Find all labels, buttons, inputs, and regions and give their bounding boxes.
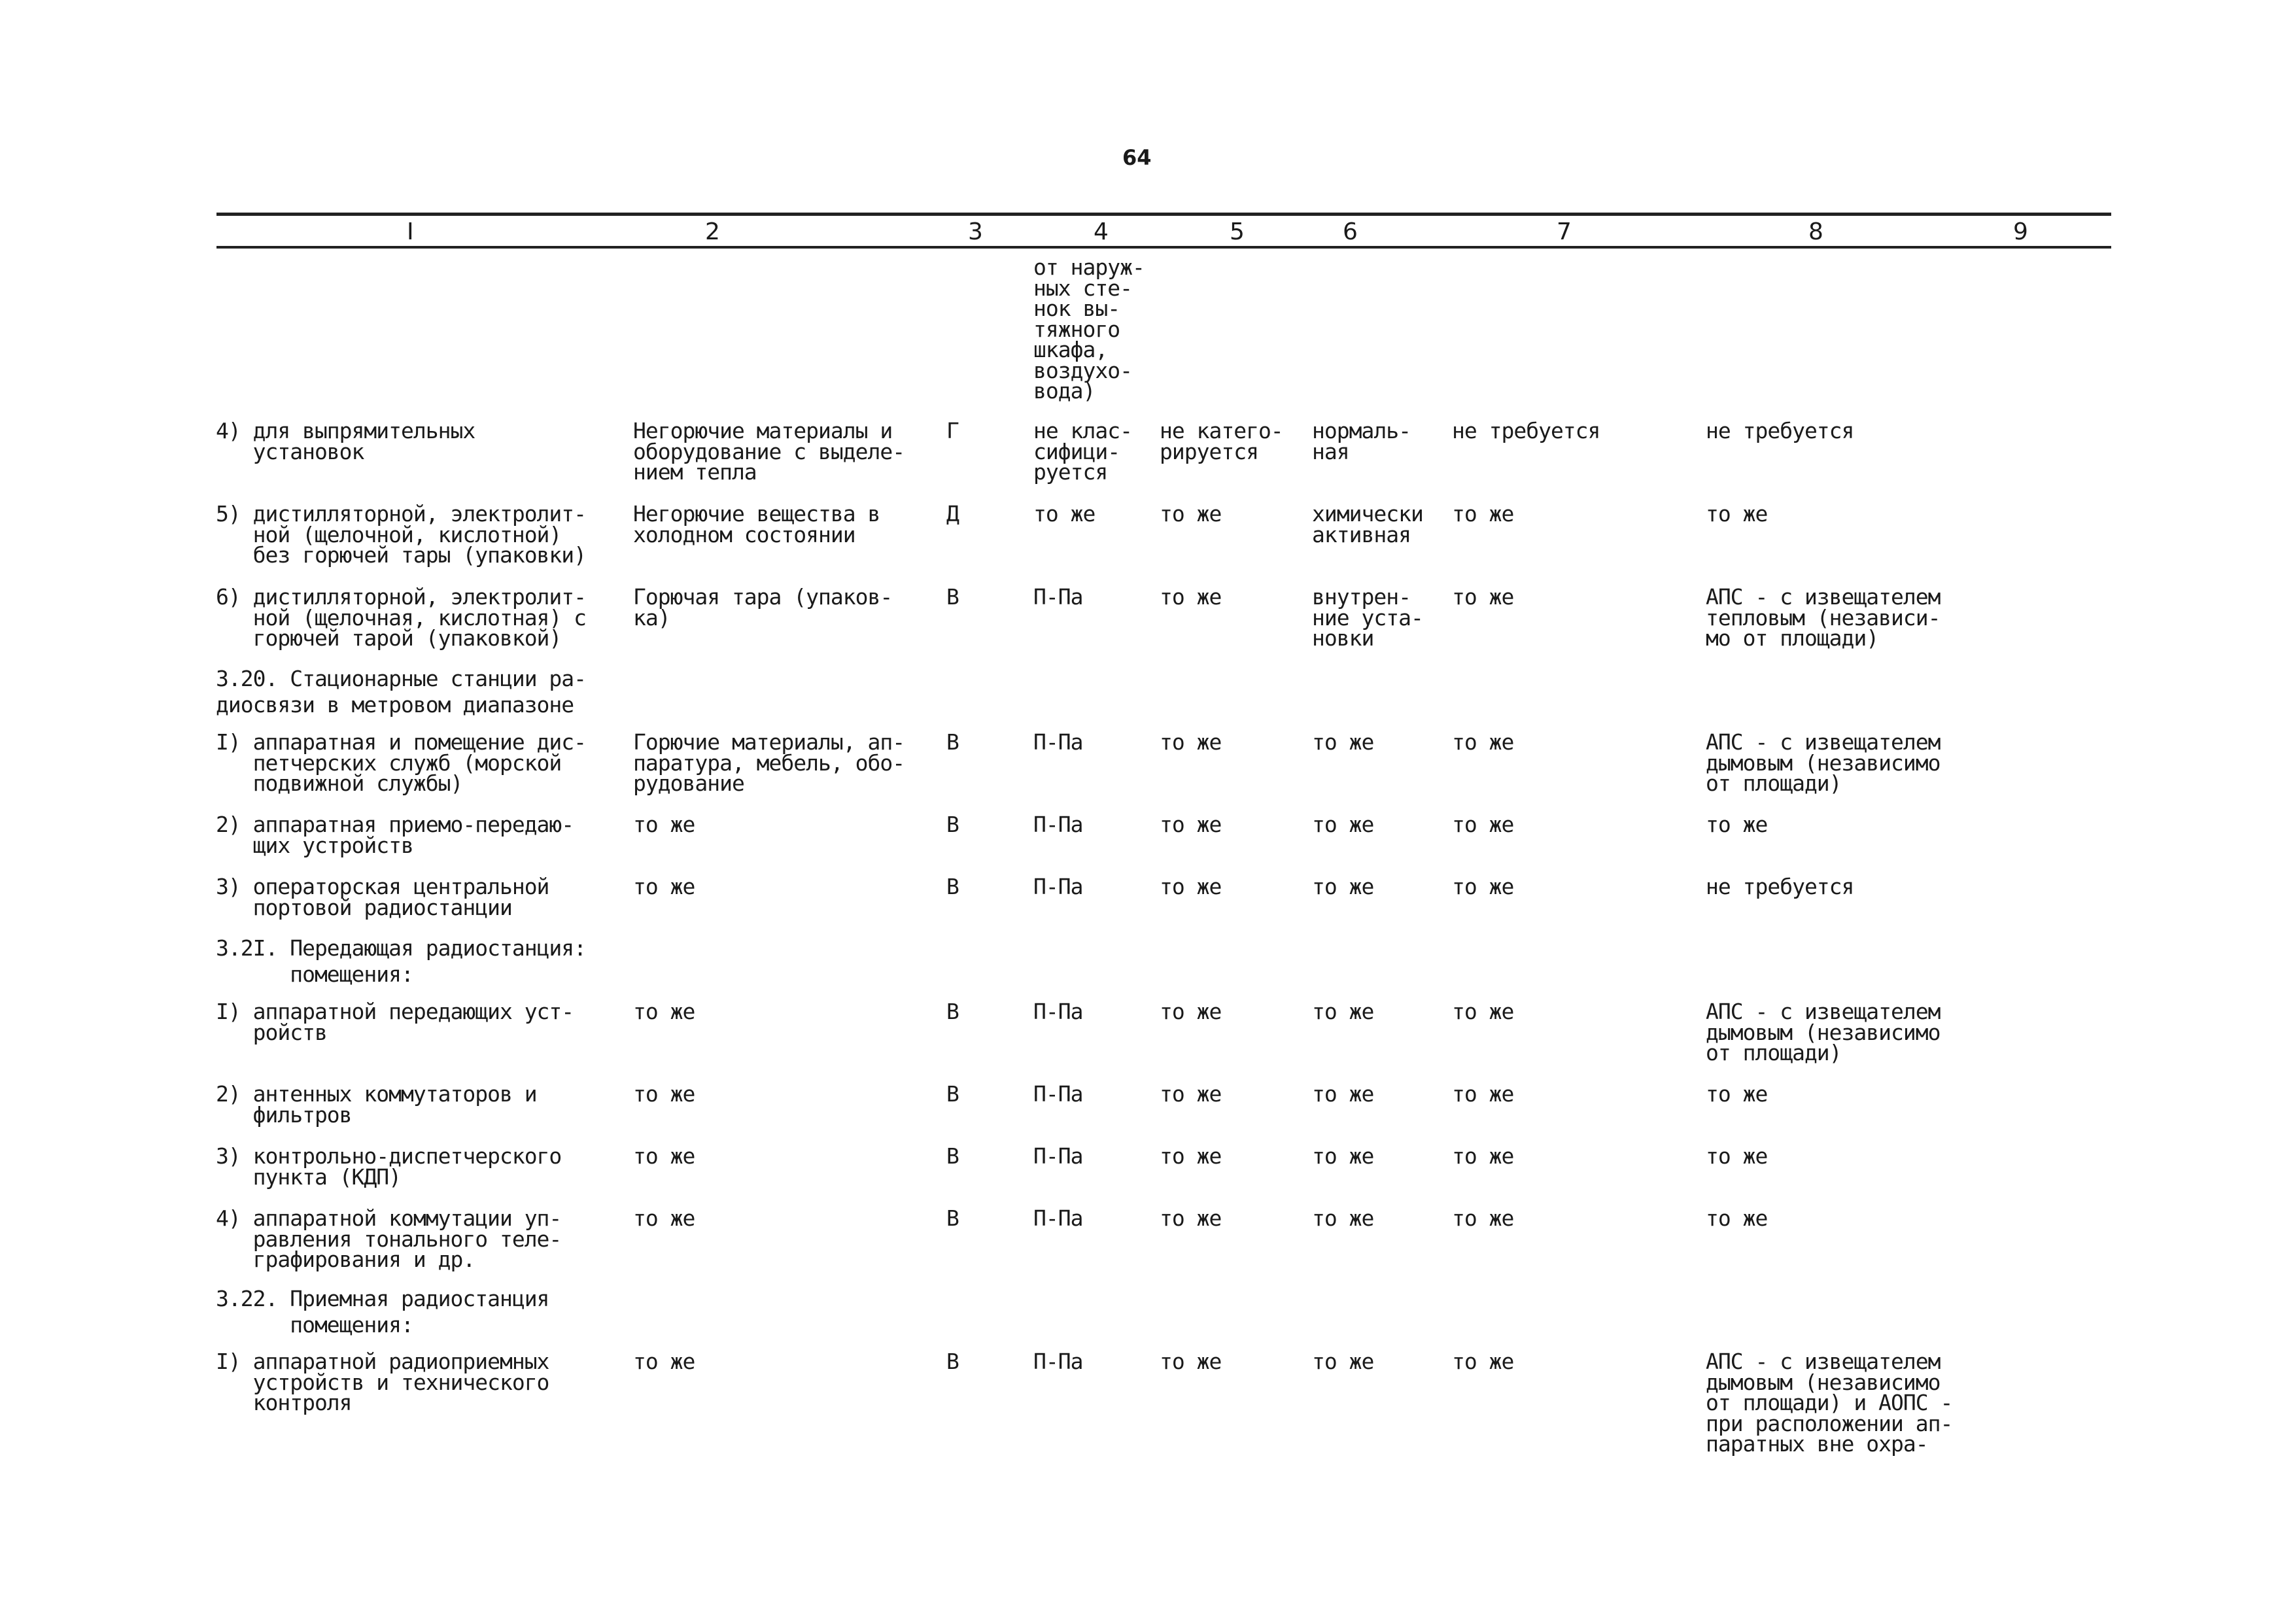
row-10-col-4: П-Па bbox=[1033, 1081, 1083, 1107]
table-top-rule bbox=[216, 213, 2111, 216]
row-1-col-6: нормаль- ная bbox=[1312, 418, 1411, 464]
row-1-col-2: Негорючие материалы и оборудование с выделе- нием тепла bbox=[633, 418, 905, 485]
row-14-col-3: В bbox=[946, 1349, 959, 1374]
row-2-col-8: то же bbox=[1706, 501, 1768, 527]
row-9-col-4: П-Па bbox=[1033, 999, 1083, 1024]
row-2-col-2: Негорючие вещества в холодном состоянии bbox=[633, 501, 880, 547]
row-12-col-7: то же bbox=[1452, 1205, 1514, 1231]
row-3-col-5: то же bbox=[1160, 584, 1222, 610]
header-col-4: 4 bbox=[1094, 218, 1109, 245]
row-12-col-8: то же bbox=[1706, 1205, 1768, 1231]
row-14-col-4: П-Па bbox=[1033, 1349, 1083, 1374]
row-2-col-3: Д bbox=[946, 501, 959, 527]
header-col-9: 9 bbox=[2013, 218, 2028, 245]
row-11-col-4: П-Па bbox=[1033, 1143, 1083, 1169]
row-14-col-2: то же bbox=[633, 1349, 695, 1374]
row-6-col-5: то же bbox=[1160, 812, 1222, 837]
table-header-rule bbox=[216, 246, 2111, 249]
row-11-col-2: то же bbox=[633, 1143, 695, 1169]
row-9-col-8: АПС - с извещателем дымовым (независимо от площади) bbox=[1706, 999, 1941, 1065]
row-12-col-4: П-Па bbox=[1033, 1205, 1083, 1231]
row-2-col-1: 5) дистилляторной, электролит- ной (щелочной, кислотной) без горючей тары (упаковки) bbox=[216, 501, 587, 568]
row-2-col-5: то же bbox=[1160, 501, 1222, 527]
row-11-col-3: В bbox=[946, 1143, 959, 1169]
row-9-col-3: В bbox=[946, 999, 959, 1024]
row-12-col-6: то же bbox=[1312, 1205, 1374, 1231]
row-5-col-1: I) аппаратная и помещение дис- петчерских служб (морской подвижной службы) bbox=[216, 729, 587, 796]
header-col-3: 3 bbox=[968, 218, 983, 245]
row-10-col-7: то же bbox=[1452, 1081, 1514, 1107]
section-heading-3-20: 3.20. Стационарные станции ра- диосвязи в метровом диапазоне bbox=[216, 666, 587, 717]
header-col-6: 6 bbox=[1343, 218, 1358, 245]
row-11-col-8: то же bbox=[1706, 1143, 1768, 1169]
row-11-col-6: то же bbox=[1312, 1143, 1374, 1169]
continued-cell-col-4: от наруж- ных сте- нок вы- тяжного шкафа, воздухо- вода) bbox=[1033, 254, 1145, 404]
row-6-col-8: то же bbox=[1706, 812, 1768, 837]
row-10-col-2: то же bbox=[633, 1081, 695, 1107]
row-14-col-1: I) аппаратной радиоприемных устройств и технического контроля bbox=[216, 1349, 549, 1415]
row-2-col-4: то же bbox=[1033, 501, 1096, 527]
row-1-col-8: не требуется bbox=[1706, 418, 1854, 443]
row-5-col-3: В bbox=[946, 729, 959, 755]
row-7-col-7: то же bbox=[1452, 874, 1514, 899]
row-3-col-8: АПС - с извещателем тепловым (независи- мо от площади) bbox=[1706, 584, 1941, 651]
row-12-col-5: то же bbox=[1160, 1205, 1222, 1231]
row-9-col-6: то же bbox=[1312, 999, 1374, 1024]
row-12-col-3: В bbox=[946, 1205, 959, 1231]
row-10-col-3: В bbox=[946, 1081, 959, 1107]
row-7-col-1: 3) операторская центральной портовой радиостанции bbox=[216, 874, 549, 920]
row-9-col-1: I) аппаратной передающих уст- ройств bbox=[216, 999, 574, 1045]
row-9-col-2: то же bbox=[633, 999, 695, 1024]
row-5-col-8: АПС - с извещателем дымовым (независимо от площади) bbox=[1706, 729, 1941, 796]
section-heading-3-21: 3.2I. Передающая радиостанция: помещения: bbox=[216, 935, 587, 987]
header-col-1: I bbox=[407, 218, 414, 245]
row-7-col-8: не требуется bbox=[1706, 874, 1854, 899]
row-7-col-4: П-Па bbox=[1033, 874, 1083, 899]
row-3-col-1: 6) дистилляторной, электролит- ной (щелочная, кислотная) с горючей тарой (упаковкой) bbox=[216, 584, 587, 651]
row-1-col-4: не клас- сифици- руется bbox=[1033, 418, 1132, 485]
row-5-col-2: Горючие материалы, ап- паратура, мебель, обо- рудование bbox=[633, 729, 905, 796]
row-7-col-2: то же bbox=[633, 874, 695, 899]
row-5-col-4: П-Па bbox=[1033, 729, 1083, 755]
row-7-col-3: В bbox=[946, 874, 959, 899]
row-6-col-4: П-Па bbox=[1033, 812, 1083, 837]
row-3-col-6: внутрен- ние уста- новки bbox=[1312, 584, 1423, 651]
header-col-7: 7 bbox=[1557, 218, 1572, 245]
row-10-col-6: то же bbox=[1312, 1081, 1374, 1107]
row-7-col-6: то же bbox=[1312, 874, 1374, 899]
row-1-col-5: не катего- рируется bbox=[1160, 418, 1283, 464]
row-2-col-6: химически активная bbox=[1312, 501, 1423, 547]
row-6-col-2: то же bbox=[633, 812, 695, 837]
header-col-2: 2 bbox=[705, 218, 720, 245]
section-heading-3-22: 3.22. Приемная радиостанция помещения: bbox=[216, 1286, 549, 1338]
row-5-col-6: то же bbox=[1312, 729, 1374, 755]
row-14-col-7: то же bbox=[1452, 1349, 1514, 1374]
page-number: 64 bbox=[1122, 145, 1152, 170]
row-6-col-3: В bbox=[946, 812, 959, 837]
row-6-col-7: то же bbox=[1452, 812, 1514, 837]
row-9-col-7: то же bbox=[1452, 999, 1514, 1024]
row-5-col-5: то же bbox=[1160, 729, 1222, 755]
row-3-col-7: то же bbox=[1452, 584, 1514, 610]
row-14-col-8: АПС - с извещателем дымовым (независимо от площади) и АОПС - при расположении ап- паратных вне охра- bbox=[1706, 1349, 1953, 1457]
row-3-col-4: П-Па bbox=[1033, 584, 1083, 610]
row-9-col-5: то же bbox=[1160, 999, 1222, 1024]
row-7-col-5: то же bbox=[1160, 874, 1222, 899]
row-10-col-1: 2) антенных коммутаторов и фильтров bbox=[216, 1081, 537, 1128]
row-10-col-5: то же bbox=[1160, 1081, 1222, 1107]
row-2-col-7: то же bbox=[1452, 501, 1514, 527]
row-6-col-1: 2) аппаратная приемо-передаю- щих устройств bbox=[216, 812, 574, 858]
row-12-col-1: 4) аппаратной коммутации уп- равления тонального теле- графирования и др. bbox=[216, 1205, 562, 1272]
row-3-col-2: Горючая тара (упаков- ка) bbox=[633, 584, 893, 631]
row-11-col-1: 3) контрольно-диспетчерского пункта (КДП) bbox=[216, 1143, 562, 1190]
row-1-col-7: не требуется bbox=[1452, 418, 1600, 443]
header-col-5: 5 bbox=[1230, 218, 1245, 245]
row-11-col-7: то же bbox=[1452, 1143, 1514, 1169]
row-10-col-8: то же bbox=[1706, 1081, 1768, 1107]
row-11-col-5: то же bbox=[1160, 1143, 1222, 1169]
row-1-col-1: 4) для выпрямительных установок bbox=[216, 418, 475, 464]
row-14-col-5: то же bbox=[1160, 1349, 1222, 1374]
row-5-col-7: то же bbox=[1452, 729, 1514, 755]
row-3-col-3: В bbox=[946, 584, 959, 610]
header-col-8: 8 bbox=[1808, 218, 1823, 245]
row-6-col-6: то же bbox=[1312, 812, 1374, 837]
row-12-col-2: то же bbox=[633, 1205, 695, 1231]
row-1-col-3: Г bbox=[946, 418, 959, 443]
row-14-col-6: то же bbox=[1312, 1349, 1374, 1374]
